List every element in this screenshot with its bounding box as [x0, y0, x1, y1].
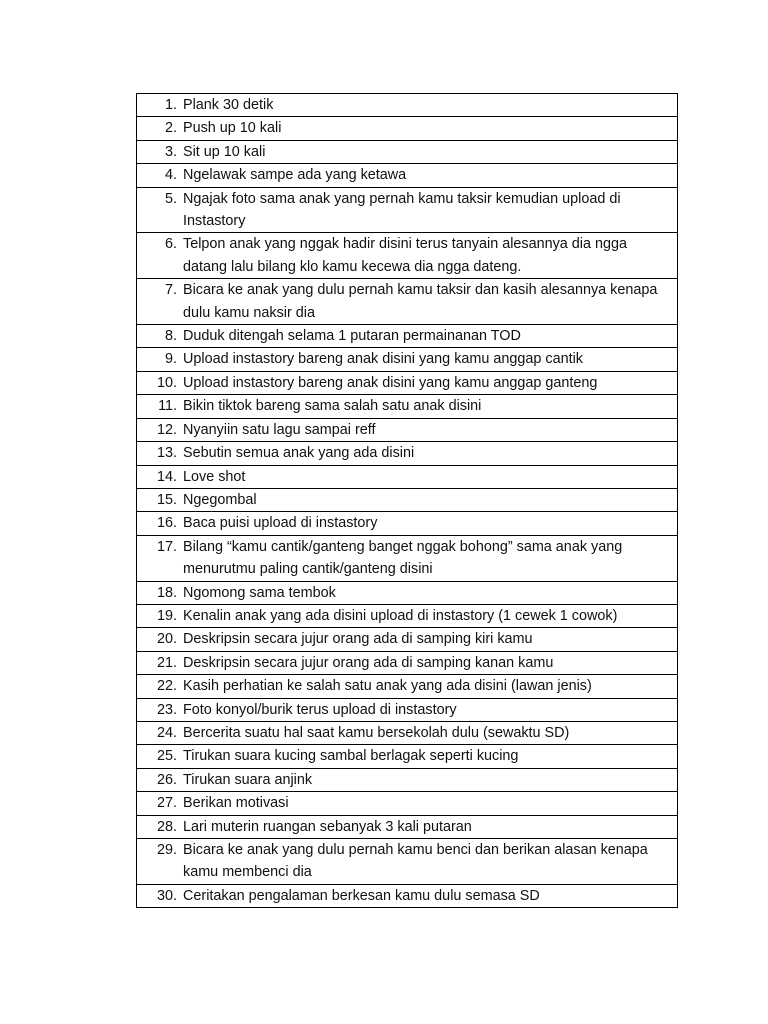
table-cell [137, 651, 678, 674]
table-cell [137, 675, 678, 698]
list-item [137, 164, 671, 186]
table-row [137, 442, 678, 465]
item-number: 8. [164, 328, 177, 345]
item-text: Ngomong sama tembok [183, 584, 336, 601]
item-number: 4. [164, 167, 177, 184]
table-cell [137, 233, 678, 279]
item-text: Tirukan suara kucing sambal berlagak seperti kucing [183, 748, 519, 765]
item-text: Sebutin semua anak yang ada disini [183, 445, 415, 462]
table-cell [137, 187, 678, 233]
item-number: 11. [158, 398, 177, 415]
list-item [137, 536, 671, 581]
item-number: 16. [156, 515, 177, 532]
list-item [137, 582, 671, 604]
item-number: 23. [156, 701, 177, 718]
item-number: 10. [156, 374, 177, 391]
item-number: 18. [156, 584, 177, 601]
list-item [137, 839, 671, 884]
item-number: 6. [164, 236, 177, 253]
item-number: 29. [156, 842, 177, 858]
table-row [137, 792, 678, 815]
list-item [137, 769, 671, 791]
item-text: Kasih perhatian ke salah satu anak yang ada disini (lawan jenis) [183, 678, 592, 695]
table-cell [137, 395, 678, 418]
table-cell [137, 371, 678, 394]
list-item [137, 605, 671, 627]
table-cell [137, 465, 678, 488]
table-row [137, 698, 678, 721]
table-row [137, 604, 678, 627]
list-item [137, 395, 671, 417]
table-cell [137, 745, 678, 768]
table-row [137, 675, 678, 698]
dare-list-table [136, 93, 678, 908]
table-row [137, 233, 678, 279]
table-row [137, 279, 678, 325]
item-number: 14. [156, 468, 177, 485]
table-cell [137, 535, 678, 581]
list-item [137, 652, 671, 674]
item-number: 1. [164, 97, 177, 113]
table-row [137, 325, 678, 348]
dare-list-body [137, 94, 678, 908]
item-number: 25. [156, 748, 177, 765]
item-text: Lari muterin ruangan sebanyak 3 kali putaran [183, 818, 472, 835]
item-number: 9. [164, 351, 177, 368]
item-number: 12. [156, 421, 177, 438]
list-item [137, 94, 671, 116]
item-number: 22. [156, 678, 177, 695]
list-item [137, 233, 671, 278]
table-cell [137, 279, 678, 325]
item-number: 27. [156, 795, 177, 812]
table-cell [137, 164, 678, 187]
table-row [137, 140, 678, 163]
table-row [137, 745, 678, 768]
item-number: 30. [156, 887, 177, 904]
list-item [137, 885, 671, 907]
table-row [137, 94, 678, 117]
item-text: Upload instastory bareng anak disini yang kamu anggap cantik [183, 351, 583, 368]
item-text: Bicara ke anak yang dulu pernah kamu benci dan berikan alasan kenapa kamu membenci dia [183, 842, 648, 881]
table-cell [137, 140, 678, 163]
table-row [137, 488, 678, 511]
table-row [137, 512, 678, 535]
item-number: 3. [164, 143, 177, 160]
table-row [137, 815, 678, 838]
table-row [137, 651, 678, 674]
table-cell [137, 512, 678, 535]
item-text: Foto konyol/burik terus upload di instastory [183, 701, 457, 718]
table-row [137, 187, 678, 233]
item-text: Tirukan suara anjink [183, 771, 313, 788]
table-cell [137, 442, 678, 465]
item-text: Sit up 10 kali [183, 143, 266, 160]
item-text: Kenalin anak yang ada disini upload di instastory (1 cewek 1 cowok) [183, 607, 618, 624]
list-item [137, 489, 671, 511]
item-number: 2. [164, 120, 177, 137]
table-row [137, 371, 678, 394]
item-number: 26. [156, 771, 177, 788]
list-item [137, 745, 671, 767]
list-item [137, 816, 671, 838]
item-text: Duduk ditengah selama 1 putaran permainanan TOD [183, 328, 521, 345]
item-text: Love shot [183, 468, 246, 485]
list-item [137, 141, 671, 163]
table-row [137, 628, 678, 651]
table-cell [137, 815, 678, 838]
table-row [137, 465, 678, 488]
table-row [137, 348, 678, 371]
table-row [137, 768, 678, 791]
item-text: Bilang “kamu cantik/ganteng banget nggak bohong” sama anak yang menurutmu paling cantik/ganteng disini [183, 538, 623, 578]
item-text: Upload instastory bareng anak disini yang kamu anggap ganteng [183, 374, 598, 391]
item-text: Nyanyiin satu lagu sampai reff [183, 421, 376, 438]
list-item [137, 512, 671, 534]
item-text: Deskripsin secara jujur orang ada di samping kiri kamu [183, 631, 533, 648]
item-number: 5. [164, 190, 177, 207]
table-cell [137, 488, 678, 511]
list-item [137, 442, 671, 464]
table-cell [137, 884, 678, 907]
item-number: 20. [156, 631, 177, 648]
item-text: Bikin tiktok bareng sama salah satu anak disini [183, 398, 482, 415]
item-number: 24. [156, 724, 177, 741]
list-item [137, 675, 671, 697]
list-item [137, 372, 671, 394]
list-item [137, 348, 671, 370]
item-text: Baca puisi upload di instastory [183, 515, 378, 532]
item-text: Ceritakan pengalaman berkesan kamu dulu semasa SD [183, 887, 540, 904]
item-text: Plank 30 detik [183, 97, 274, 113]
table-row [137, 117, 678, 140]
list-item [137, 628, 671, 650]
table-row [137, 721, 678, 744]
table-row [137, 884, 678, 907]
list-item [137, 117, 671, 139]
table-cell [137, 792, 678, 815]
table-row [137, 535, 678, 581]
item-text: Push up 10 kali [183, 120, 282, 137]
item-number: 17. [156, 538, 177, 555]
table-cell [137, 839, 678, 885]
list-item [137, 792, 671, 814]
item-text: Ngelawak sampe ada yang ketawa [183, 167, 407, 184]
table-cell [137, 628, 678, 651]
list-item [137, 466, 671, 488]
table-cell [137, 348, 678, 371]
table-cell [137, 604, 678, 627]
item-number: 7. [164, 282, 177, 299]
list-item [137, 279, 671, 324]
table-cell [137, 581, 678, 604]
item-number: 19. [156, 607, 177, 624]
table-cell [137, 418, 678, 441]
table-cell [137, 768, 678, 791]
item-text: Bicara ke anak yang dulu pernah kamu taksir dan kasih alesannya kenapa dulu kamu naksir dia [183, 282, 658, 321]
table-cell [137, 94, 678, 117]
list-item [137, 325, 671, 347]
item-number: 21. [156, 654, 177, 671]
table-row [137, 581, 678, 604]
item-number: 13. [156, 445, 177, 462]
item-text: Bercerita suatu hal saat kamu bersekolah dulu (sewaktu SD) [183, 724, 570, 741]
table-row [137, 839, 678, 885]
table-row [137, 164, 678, 187]
table-cell [137, 325, 678, 348]
item-text: Telpon anak yang nggak hadir disini terus tanyain alesannya dia ngga datang lalu bilang klo kamu kecewa dia ngga dateng. [183, 236, 628, 275]
item-number: 28. [156, 818, 177, 835]
table-cell [137, 698, 678, 721]
item-text: Deskripsin secara jujur orang ada di samping kanan kamu [183, 654, 554, 671]
table-cell [137, 721, 678, 744]
list-item [137, 722, 671, 744]
table-row [137, 418, 678, 441]
item-text: Ngajak foto sama anak yang pernah kamu taksir kemudian upload di Instastory [183, 190, 621, 230]
item-text: Ngegombal [183, 491, 257, 508]
list-item [137, 188, 671, 233]
table-row [137, 395, 678, 418]
table-cell [137, 117, 678, 140]
item-text: Berikan motivasi [183, 795, 289, 812]
item-number: 15. [156, 491, 177, 508]
list-item [137, 419, 671, 441]
list-item [137, 699, 671, 721]
